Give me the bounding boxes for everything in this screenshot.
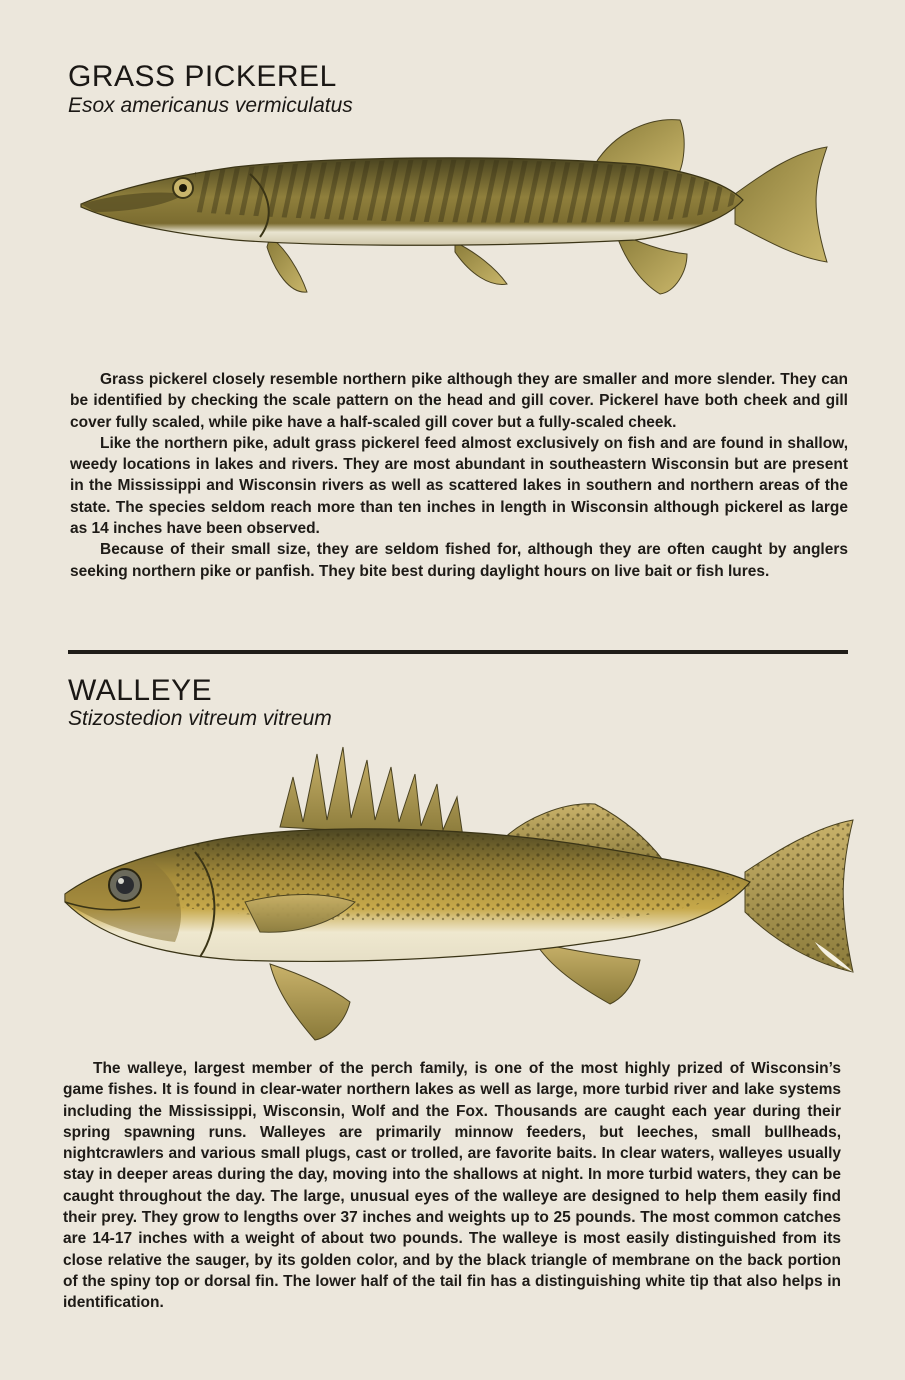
pickerel-paragraph-1: Grass pickerel closely resemble northern pike although they are smaller and more slender. They can be identified by checking the scale pattern on the head and gill cover. Pickerel have both cheek and gill cover fully scaled, while pike have a half-scaled gill cover but a fully-scaled cheek. (70, 371, 848, 431)
pickerel-paragraph-2: Like the northern pike, adult grass pickerel feed almost exclusively on fish and are found in shallow, weedy locations in lakes and rivers. They are most abundant in southeastern Wisconsin but are present in the Mississippi and Wisconsin rivers as well as scattered lakes in southern and northern areas of the state. The species seldom reach more than ten inches in length in Wisconsin although pickerel as large as 14 inches have been observed. (70, 434, 848, 538)
pickerel-paragraph-3: Because of their small size, they are seldom fished for, although they are often caught by anglers seeking northern pike or panfish. They bite best during daylight hours on live bait or fish lures. (70, 541, 848, 580)
pickerel-title: GRASS PICKEREL (68, 60, 337, 93)
walleye-description (63, 1058, 841, 1314)
grass-pickerel-illustration (75, 112, 840, 302)
walleye-scientific-name: Stizostedion vitreum vitreum (68, 707, 332, 730)
pickerel-description (70, 369, 848, 582)
walleye-illustration (55, 742, 855, 1042)
walleye-paragraph-1: The walleye, largest member of the perch family, is one of the most highly prized of Wisconsin’s game fishes. It is found in clear-water northern lakes as well as large, more turbid river and lake systems including the Mississippi, Wisconsin, Wolf and the Fox. Thousands are caught each year during their spring spawning runs. Walleyes are primarily minnow feeders, but leeches, small bullheads, nightcrawlers and various small plugs, cast or trolled, are favorite baits. In clear waters, walleyes usually stay in deeper areas during the day, moving into the shallows at night. In more turbid waters, they can be caught throughout the day. The large, unusual eyes of the walleye are designed to help them easily find their prey. They grow to lengths over 37 inches and weights up to 25 pounds. The most common catches are 14-17 inches with a weight of about two pounds. The walleye is most easily distinguished from its close relative the sauger, by its golden color, and by the black triangle of membrane on the back portion of the spiny top or dorsal fin. The lower half of the tail fin has a distinguishing white tip that also helps in identification. (63, 1060, 841, 1312)
pickerel-scientific-name: Esox americanus vermiculatus (68, 94, 353, 117)
walleye-title: WALLEYE (68, 674, 213, 707)
section-divider (68, 650, 848, 654)
